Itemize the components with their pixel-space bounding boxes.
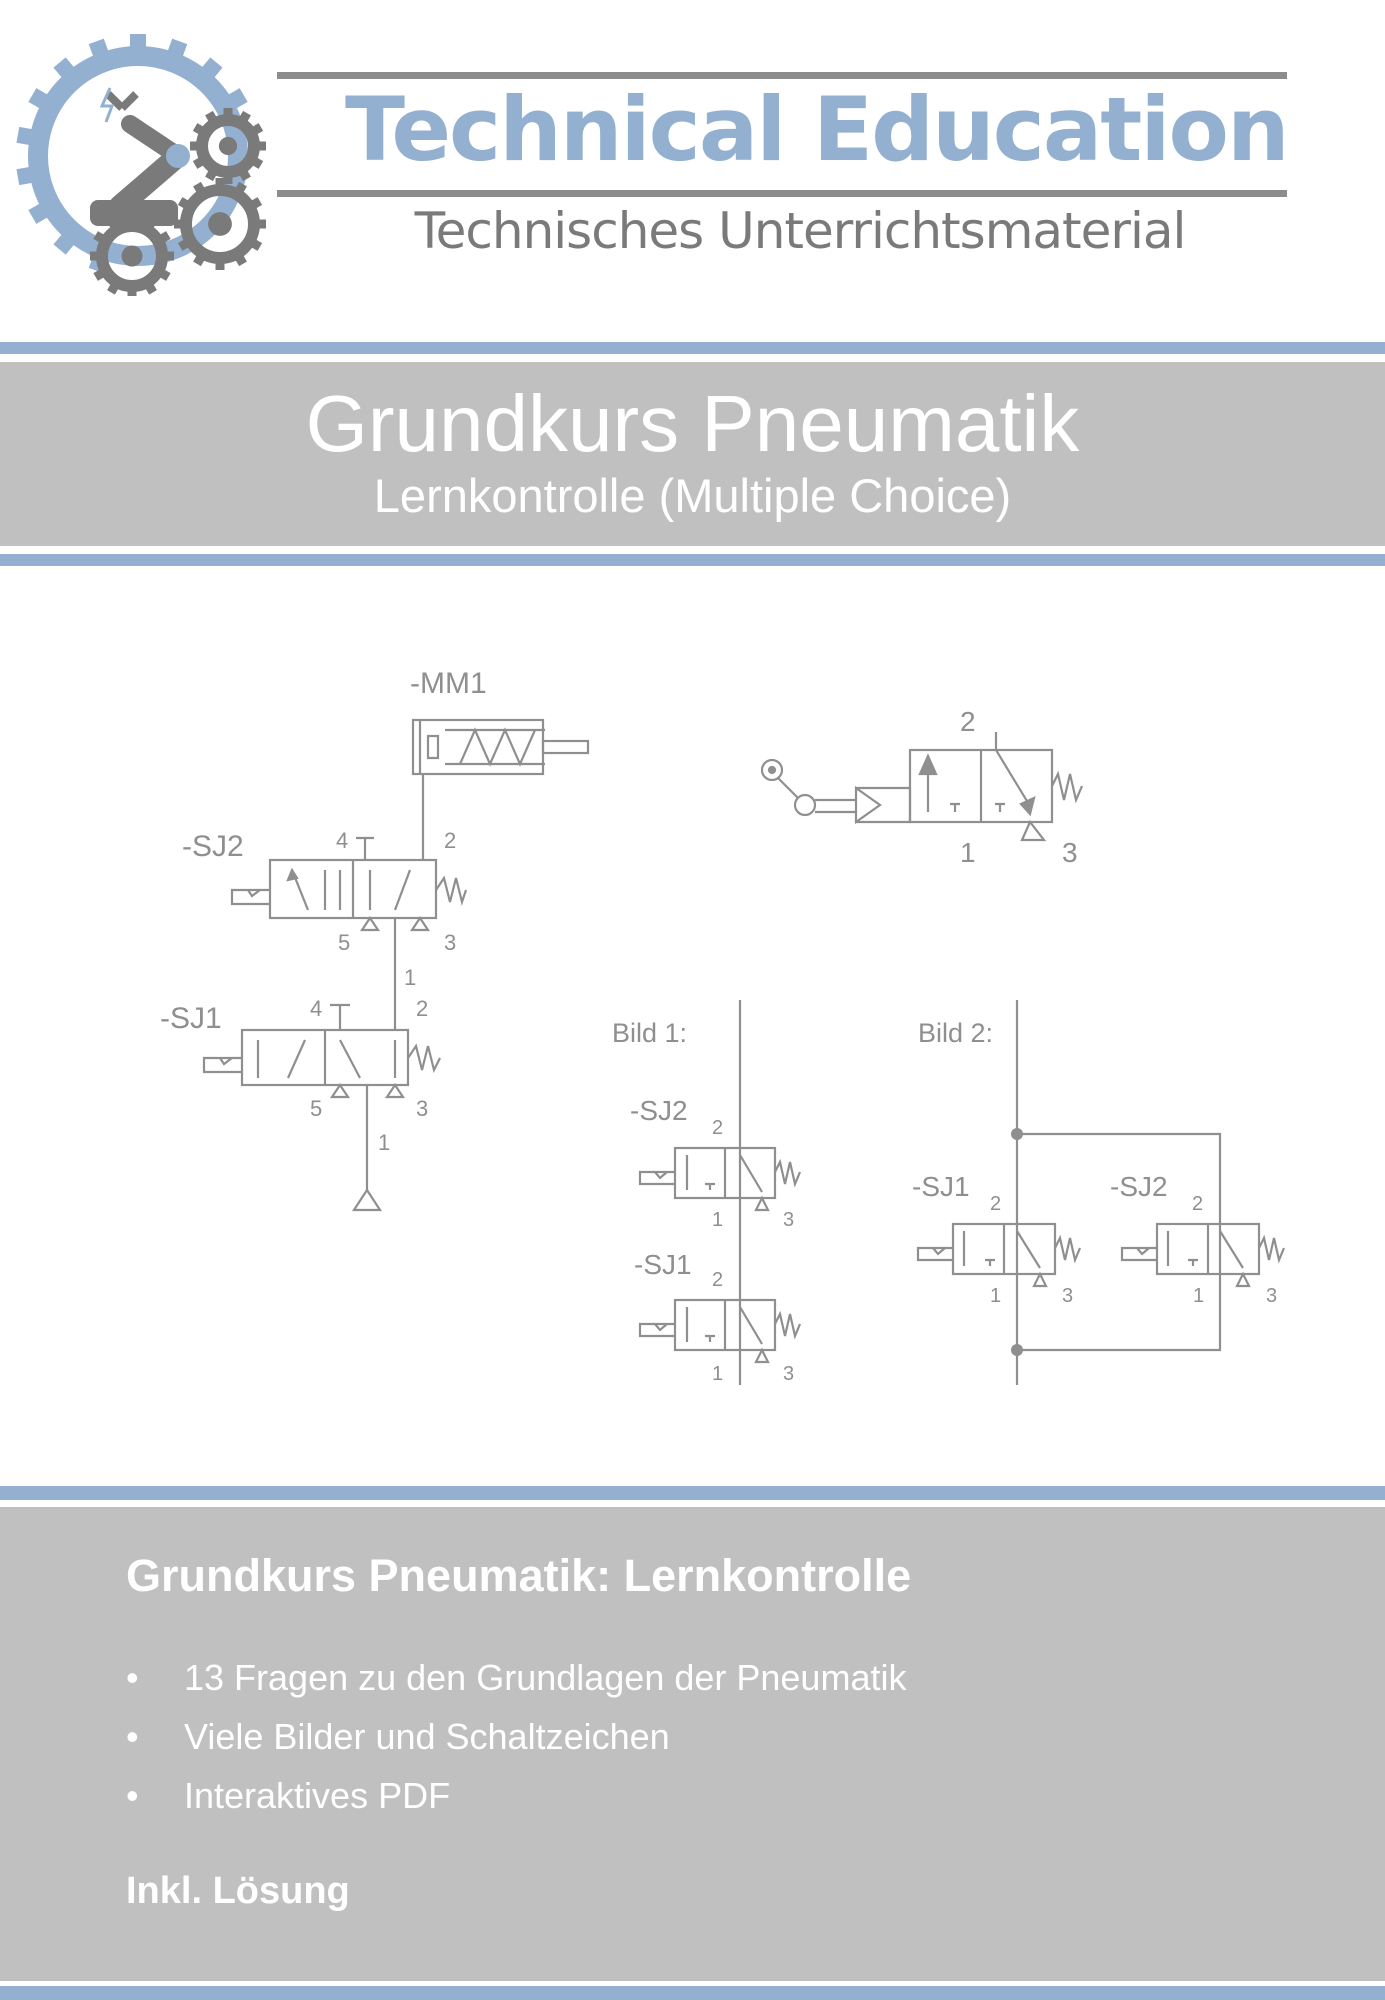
port-label: 2 <box>960 706 976 737</box>
label-sj2-bild2: -SJ2 <box>1110 1171 1168 1202</box>
list-item <box>126 1766 906 1825</box>
port-label: 5 <box>310 1096 323 1121</box>
pneumatic-circuit-diagram <box>0 650 1385 1410</box>
title-top-rule <box>0 342 1385 354</box>
port-label: 2 <box>712 1117 724 1139</box>
port-label: 3 <box>1062 1285 1074 1307</box>
page-subtitle: Lernkontrolle (Multiple Choice) <box>373 469 1012 522</box>
gear-robot-arm-icon <box>10 28 272 296</box>
list-item <box>126 1707 906 1766</box>
port-label: 1 <box>990 1285 1002 1307</box>
feature-text: Viele Bilder und Schaltzeichen <box>184 1716 670 1757</box>
port-label: 4 <box>310 996 323 1021</box>
page-title: Grundkurs Pneumatik <box>305 379 1080 468</box>
feature-text: 13 Fragen zu den Grundlagen der Pneumatik <box>184 1657 907 1698</box>
port-label: 2 <box>444 828 457 853</box>
title-bottom-rule <box>0 554 1385 566</box>
label-mm1: -MM1 <box>410 667 487 700</box>
port-label: 3 <box>1062 837 1078 868</box>
port-label: 1 <box>1193 1285 1205 1307</box>
port-label: 4 <box>336 828 349 853</box>
port-label: 3 <box>416 1096 429 1121</box>
port-label: 5 <box>338 930 351 955</box>
port-label: 3 <box>1266 1285 1278 1307</box>
feature-list <box>126 1648 906 1825</box>
label-sj1-bild1: -SJ1 <box>634 1249 692 1280</box>
label-sj1-bild2: -SJ1 <box>912 1171 970 1202</box>
bullet: • <box>126 1775 139 1816</box>
brand-subtitle: Technisches Unterrichtsmaterial <box>414 202 1186 260</box>
port-label: 1 <box>378 1130 391 1155</box>
port-label: 2 <box>712 1269 724 1291</box>
port-label: 3 <box>444 930 457 955</box>
port-label: 2 <box>1192 1193 1204 1215</box>
info-bottom-rule <box>0 1986 1385 2000</box>
label-sj2-main: -SJ2 <box>182 830 244 863</box>
list-item <box>126 1648 906 1707</box>
brand-title: Technical Education <box>345 78 1288 181</box>
footer-note: Inkl. Lösung <box>126 1870 350 1912</box>
port-label: 2 <box>416 996 429 1021</box>
port-label: 3 <box>783 1209 795 1231</box>
header-middle-rule <box>277 190 1287 197</box>
port-label: 2 <box>990 1193 1002 1215</box>
label-sj2-bild1: -SJ2 <box>630 1095 688 1126</box>
feature-text: Interaktives PDF <box>184 1775 451 1816</box>
port-label: 1 <box>960 837 976 868</box>
info-heading: Grundkurs Pneumatik: Lernkontrolle <box>126 1550 912 1601</box>
bullet: • <box>126 1657 139 1698</box>
label-bild2: Bild 2: <box>918 1018 994 1048</box>
label-bild1: Bild 1: <box>612 1018 688 1048</box>
label-sj1-main: -SJ1 <box>160 1002 222 1035</box>
info-top-rule <box>0 1486 1385 1500</box>
port-label: 1 <box>404 965 417 990</box>
bullet: • <box>126 1716 139 1757</box>
port-label: 3 <box>783 1363 795 1385</box>
port-label: 1 <box>712 1209 724 1231</box>
port-label: 1 <box>712 1363 724 1385</box>
